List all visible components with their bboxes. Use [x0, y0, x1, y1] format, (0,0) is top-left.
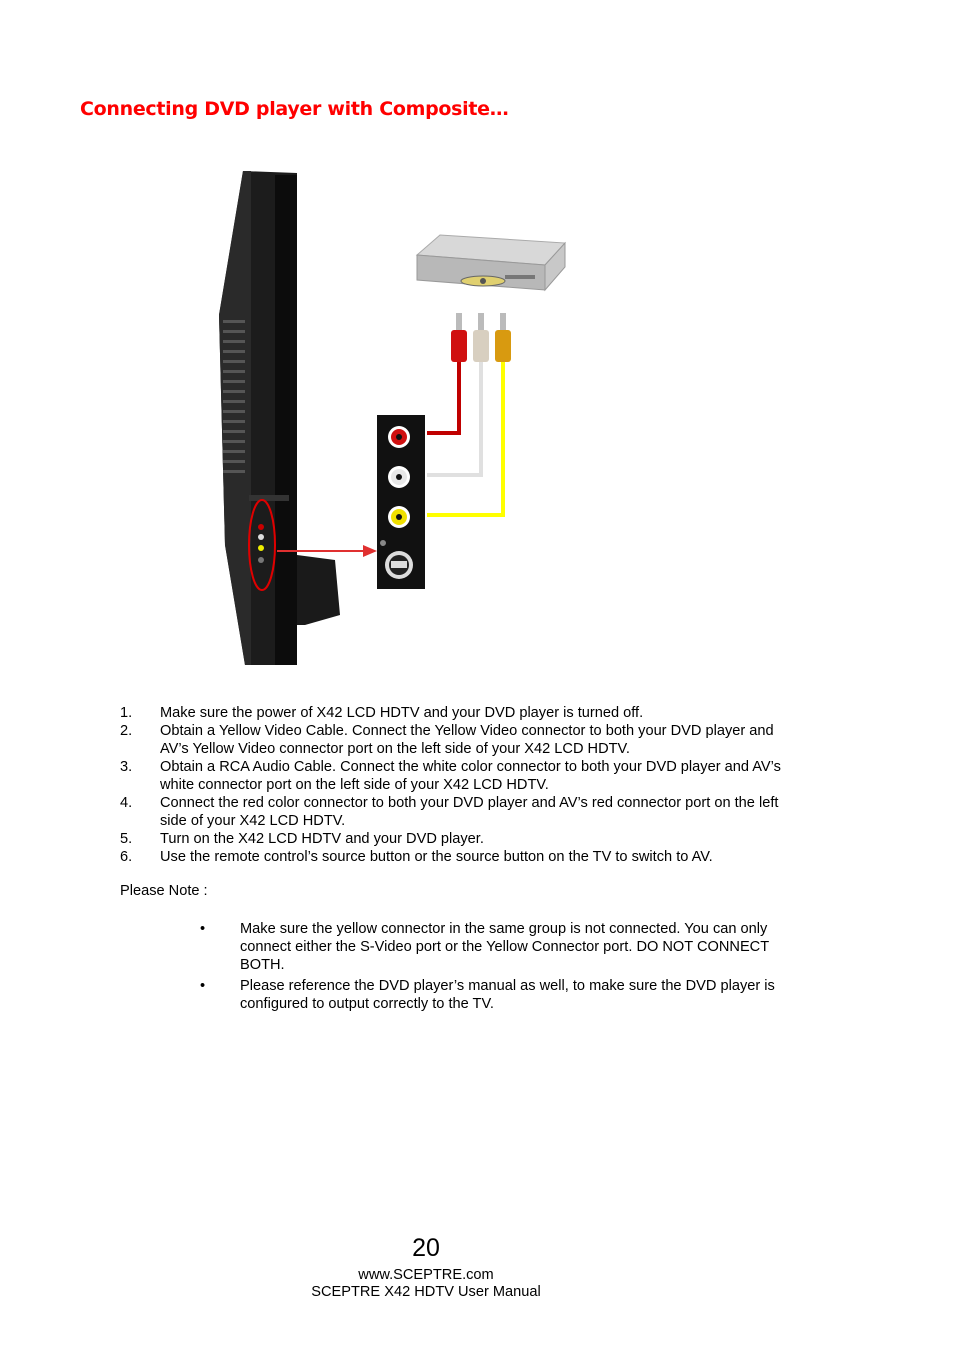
av-panel-icon — [377, 415, 425, 589]
page-title: Connecting DVD player with Composite… — [80, 98, 509, 120]
bullet-icon: • — [200, 978, 206, 994]
list-item: 5. Turn on the X42 LCD HDTV and your DVD player. — [120, 831, 484, 847]
list-item: • Make sure the yellow connector in the same group is not connected. You can only connect either the S-Video port or the Yellow Connector port. DO NOT CONNECT BOTH. — [200, 921, 769, 973]
notes-list — [200, 920, 780, 1016]
list-item: 3. Obtain a RCA Audio Cable. Connect the white color connector to both your DVD player and AV’s white connector port on the left side of your X42 LCD HDTV. — [120, 759, 781, 793]
list-item: 2. Obtain a Yellow Video Cable. Connect the Yellow Video connector to both your DVD player and AV’s Yellow Video connector port on the left side of your X42 LCD HDTV. — [120, 723, 774, 757]
footer-url: www.SCEPTRE.com — [358, 1267, 494, 1283]
connection-diagram — [205, 165, 610, 675]
footer — [0, 1267, 852, 1301]
bullet-icon: • — [200, 921, 206, 937]
list-item: 1. Make sure the power of X42 LCD HDTV and your DVD player is turned off. — [120, 705, 644, 721]
list-item: • Please reference the DVD player’s manual as well, to make sure the DVD player is configured to output correctly to the TV. — [200, 978, 775, 1012]
steps-list — [120, 704, 800, 866]
rca-plugs-icon — [451, 313, 511, 362]
page-number: 20 — [412, 1234, 440, 1262]
list-item: 6. Use the remote control’s source button or the source button on the TV to switch to AV. — [120, 849, 713, 865]
footer-manual-name: SCEPTRE X42 HDTV User Manual — [311, 1284, 541, 1300]
dvd-player-icon — [417, 235, 565, 290]
note-label: Please Note : — [120, 883, 208, 899]
tv-side-icon — [219, 171, 377, 665]
list-item: 4. Connect the red color connector to both your DVD player and AV’s red connector port on the left side of your X42 LCD HDTV. — [120, 795, 779, 829]
